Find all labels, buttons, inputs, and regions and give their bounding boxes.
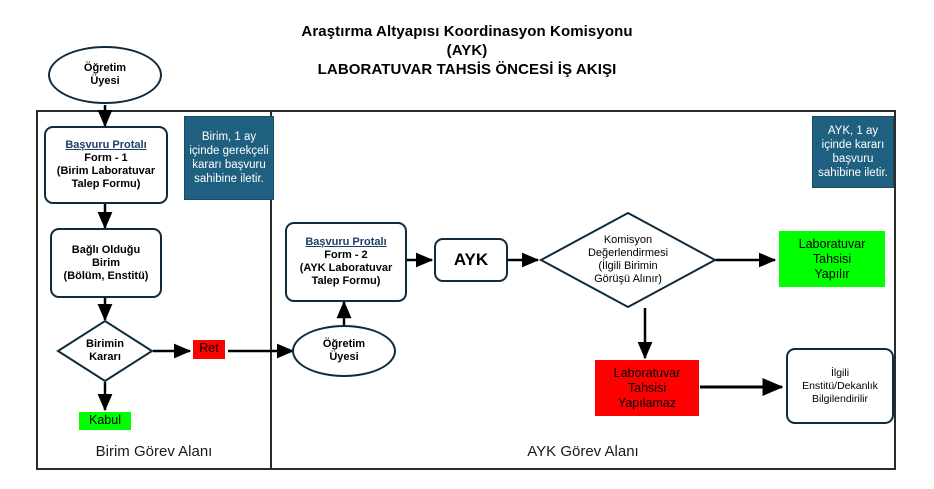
node-komisyon-degerlendirmesi[interactable] xyxy=(540,212,716,308)
form1-line3: (Birim Laboratuvar xyxy=(56,165,156,177)
node-basvuru-portali-form2[interactable] xyxy=(285,222,407,302)
title-line-1: Araştırma Altyapısı Koordinasyon Komisyonu xyxy=(301,23,633,40)
zone-label-ayk: AYK Görev Alanı xyxy=(527,443,639,460)
komisyon-line4: Görüşü Alınır) xyxy=(594,273,662,285)
node-ogretim-uyesi-top[interactable] xyxy=(48,46,162,104)
title-line-2: (AYK) xyxy=(446,42,488,59)
birimin-karari-line1: Birimin xyxy=(86,338,124,350)
node-birimin-karari[interactable] xyxy=(57,320,153,382)
form1-line4: Talep Formu) xyxy=(71,178,141,190)
node-bilgilendirilir[interactable] xyxy=(786,348,894,424)
birimin-karari-line2: Kararı xyxy=(89,351,121,363)
title-line-3: LABORATUVAR TAHSİS ÖNCESİ İŞ AKIŞI xyxy=(317,61,617,78)
bagli-birim-line2: Birim xyxy=(91,256,121,269)
ogretim-uyesi-bottom-line2: Üyesi xyxy=(329,351,359,363)
tahsis-yapilir-line2: Tahsisi xyxy=(812,251,852,266)
komisyon-line3: (İlgili Birimin xyxy=(598,260,658,272)
form2-line4: Talep Formu) xyxy=(311,275,381,287)
node-bagli-oldugu-birim[interactable] xyxy=(50,228,162,298)
bilgilendirilir-line2: Enstitü/Dekanlık xyxy=(802,379,878,392)
form1-line2: Form - 1 xyxy=(84,152,128,164)
node-basvuru-portali-form1[interactable] xyxy=(44,126,168,204)
tahsis-yapilir-line1: Laboratuvar xyxy=(798,236,866,251)
label-tahsis-yapilir xyxy=(779,231,885,287)
tahsis-yapilamaz-line2: Tahsisi xyxy=(627,380,667,395)
ogretim-uyesi-top-line2: Üyesi xyxy=(90,75,120,87)
bagli-birim-line1: Bağlı Olduğu xyxy=(71,243,141,256)
komisyon-line1: Komisyon xyxy=(603,234,653,246)
tahsis-yapilir-line3: Yapılır xyxy=(814,266,850,281)
label-tahsis-yapilamaz xyxy=(595,360,699,416)
form2-line3: (AYK Laboratuvar xyxy=(299,262,393,274)
node-ayk[interactable]: AYK xyxy=(434,238,508,282)
tahsis-yapilamaz-line3: Yapılamaz xyxy=(617,395,677,410)
bilgilendirilir-line1: İlgili xyxy=(830,366,850,379)
bagli-birim-line3: (Bölüm, Enstitü) xyxy=(63,269,149,282)
komisyon-line2: Değerlendirmesi xyxy=(587,247,669,259)
form1-portal-link[interactable]: Başvuru Protalı xyxy=(65,139,147,151)
label-kabul: Kabul xyxy=(79,412,131,430)
zone-label-birim: Birim Görev Alanı xyxy=(95,443,213,460)
form2-portal-link[interactable]: Başvuru Protalı xyxy=(305,236,387,248)
tahsis-yapilamaz-line1: Laboratuvar xyxy=(613,365,681,380)
note-ayk-bildirim: AYK, 1 ay içinde kararı başvuru sahibine iletir. xyxy=(812,116,894,188)
form2-line2: Form - 2 xyxy=(324,249,368,261)
bilgilendirilir-line3: Bilgilendirilir xyxy=(811,392,869,405)
node-ogretim-uyesi-bottom[interactable] xyxy=(292,325,396,377)
note-birim-bildirim: Birim, 1 ay içinde gerekçeli kararı başvuru sahibine iletir. xyxy=(184,116,274,200)
label-ret: Ret xyxy=(193,340,225,359)
ogretim-uyesi-top-line1: Öğretim xyxy=(83,62,127,74)
ogretim-uyesi-bottom-line1: Öğretim xyxy=(322,338,366,350)
